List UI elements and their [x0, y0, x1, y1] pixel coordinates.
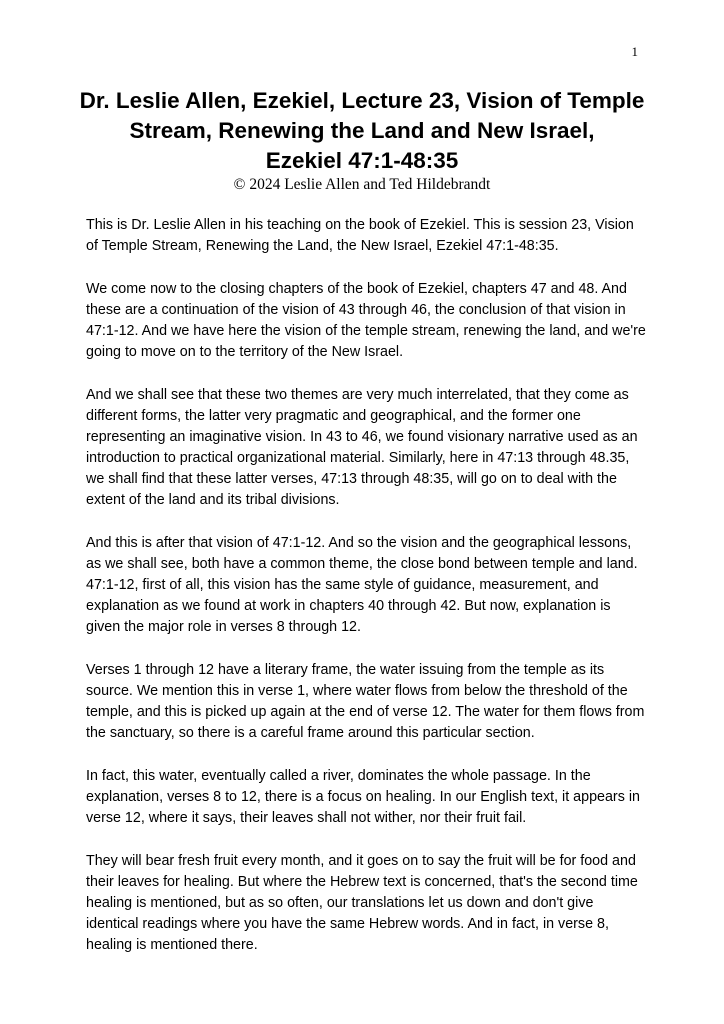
paragraph: This is Dr. Leslie Allen in his teaching on the book of Ezekiel. This is session 23, Vision of Temple Stream, Renewing the Land, the New Israel, Ezekiel 47:1-48:35. — [86, 217, 634, 254]
paragraph: And we shall see that these two themes are very much interrelated, that they come as different forms, the latter very pragmatic and geographical, and the former one representing an imaginative vision. In 43 to 46, we found visionary narrative used as an introduction to practical organizational material. Similarly, here in 47:13 through 48.35, we shall find that these latter verses, 47:13 through 48:35, will go on to deal with the extent of the land and its tribal divisions. — [86, 387, 638, 508]
document-title — [60, 86, 664, 176]
paragraph: Verses 1 through 12 have a literary frame, the water issuing from the temple as its source. We mention this in verse 1, where water flows from below the threshold of the temple, and this is picked up again at the end of verse 12. The water for them flows from the sanctuary, so there is a careful frame around this particular section. — [86, 662, 645, 741]
paragraph: And this is after that vision of 47:1-12. And so the vision and the geographical lessons, as we shall see, both have a common theme, the close bond between temple and land. 47:1-12, first of all, this vision has the same style of guidance, measurement, and explanation as we found at work in chapters 40 through 42. But now, explanation is given the major role in verses 8 through 12. — [86, 535, 638, 635]
document-body — [86, 215, 646, 978]
title-line: Dr. Leslie Allen, Ezekiel, Lecture 23, Vision of Temple — [79, 88, 645, 113]
copyright-line: © 2024 Leslie Allen and Ted Hildebrandt — [233, 176, 491, 193]
page-number: 1 — [631, 44, 638, 59]
paragraph: We come now to the closing chapters of the book of Ezekiel, chapters 47 and 48. And these are a continuation of the vision of 43 through 46, the conclusion of that vision in 47:1-12. And we have here the vision of the temple stream, renewing the land, and we're going to move on to the territory of the New Israel. — [86, 281, 646, 360]
title-line: Ezekiel 47:1-48:35 — [265, 148, 459, 173]
paragraph: In fact, this water, eventually called a river, dominates the whole passage. In the explanation, verses 8 to 12, there is a focus on healing. In our English text, it appears in verse 12, where it says, their leaves shall not wither, nor their fruit fail. — [86, 768, 640, 826]
paragraph: They will bear fresh fruit every month, and it goes on to say the fruit will be for food and their leaves for healing. But where the Hebrew text is concerned, that's the second time healing is mentioned, but as so often, our translations let us down and don't give identical readings where you have the same Hebrew words. And in fact, in verse 8, healing is mentioned there. — [86, 853, 638, 953]
title-line: Stream, Renewing the Land and New Israel, — [129, 118, 595, 143]
